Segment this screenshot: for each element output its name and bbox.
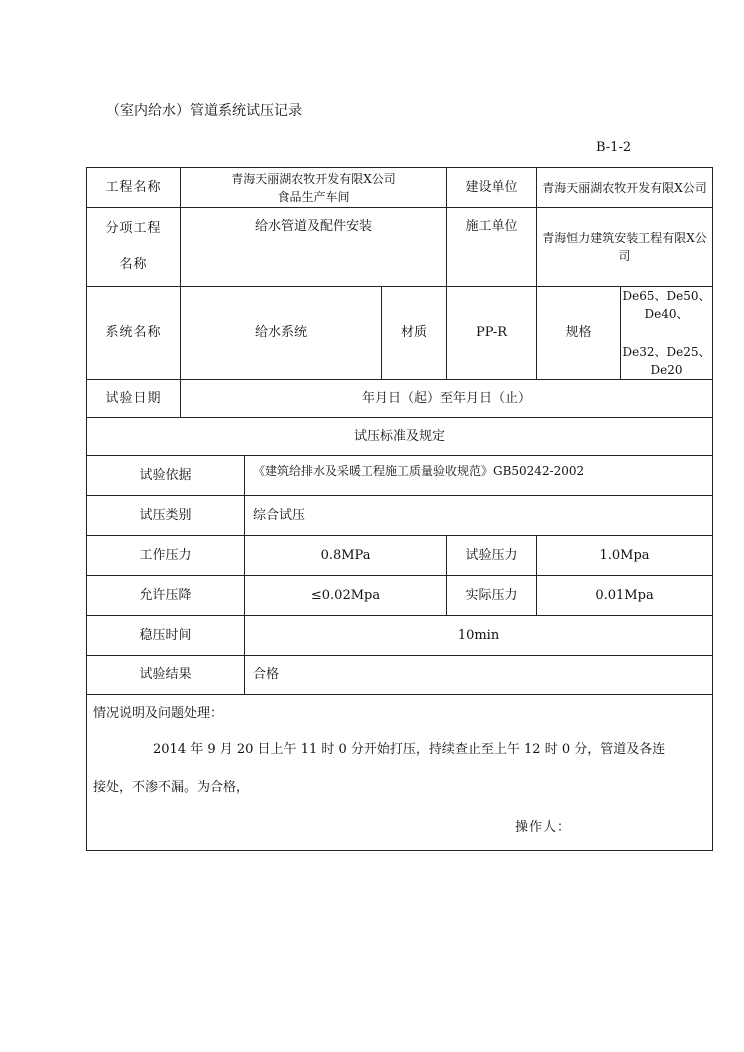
spec-label: 规格: [537, 287, 621, 380]
row-project: [87, 168, 713, 208]
row-result: [87, 656, 713, 695]
test-pressure-value: 1.0Mpa: [537, 536, 713, 576]
result-value: 合格: [245, 656, 713, 695]
contractor-label: 施工单位: [447, 208, 537, 287]
project-label: 工程名称: [87, 168, 181, 208]
row-hold-time: [87, 616, 713, 656]
system-label: 系统名称: [87, 287, 181, 380]
row-notes: [87, 695, 713, 851]
operator-label: 操作人：: [515, 820, 572, 835]
work-pressure-label: 工作压力: [87, 536, 245, 576]
hold-time-value: 10min: [245, 616, 713, 656]
document-title: （室内给水）管道系统试压记录: [106, 103, 302, 119]
row-drop: [87, 576, 713, 616]
actual-pressure-value: 0.01Mpa: [537, 576, 713, 616]
contractor-value: 青海恒力建筑安装工程有限X公司: [537, 208, 713, 287]
spec-value-line-2: De32、De25、De20: [622, 345, 711, 377]
basis-value: 《建筑给排水及采暖工程施工质量验收规范》GB50242-2002: [245, 456, 713, 496]
notes-heading: 情况说明及问题处理：: [93, 706, 224, 721]
spec-value: [621, 287, 713, 380]
allowed-drop-value: ≤0.02Mpa: [245, 576, 447, 616]
row-system: [87, 287, 713, 380]
row-date: [87, 380, 713, 418]
row-type: [87, 496, 713, 536]
subproject-label-line-2: 名称: [119, 257, 148, 272]
hold-time-label: 稳压时间: [87, 616, 245, 656]
project-value-line-1: 青海天丽湖农牧开发有限X公司: [231, 171, 396, 186]
material-value: PP-R: [447, 287, 537, 380]
project-value-line-2: 食品生产车间: [277, 189, 350, 204]
material-label: 材质: [382, 287, 447, 380]
system-value: 给水系统: [181, 287, 382, 380]
allowed-drop-label: 允许压降: [87, 576, 245, 616]
row-pressure: [87, 536, 713, 576]
basis-label: 试验依据: [87, 456, 245, 496]
subproject-value: 给水管道及配件安装: [181, 208, 447, 287]
actual-pressure-label: 实际压力: [447, 576, 537, 616]
test-pressure-label: 试验压力: [447, 536, 537, 576]
type-value: 综合试压: [245, 496, 713, 536]
standard-header: 试压标准及规定: [87, 418, 713, 456]
notes-cell: [87, 695, 713, 851]
notes-line-1: 2014 年 9 月 20 日上午 11 时 0 分开始打压，持续查止至上午 12 时 0 分，管道及各连: [153, 742, 666, 757]
date-label: 试验日期: [87, 380, 181, 418]
form-code: B-1-2: [596, 140, 632, 155]
date-value: 年月日（起）至年月日（止）: [181, 380, 713, 418]
builder-label: 建设单位: [447, 168, 537, 208]
notes-line-2: 接处，不渗不漏。为合格，: [93, 780, 250, 795]
subproject-label: [87, 208, 181, 287]
row-basis: [87, 456, 713, 496]
subproject-label-line-1: 分项工程: [105, 221, 162, 236]
row-standard-header: [87, 418, 713, 456]
spec-value-line-1: De65、De50、De40、: [622, 289, 711, 321]
project-value: [181, 168, 447, 208]
work-pressure-value: 0.8MPa: [245, 536, 447, 576]
type-label: 试压类别: [87, 496, 245, 536]
result-label: 试验结果: [87, 656, 245, 695]
builder-value: 青海天丽湖农牧开发有限X公司: [537, 168, 713, 208]
pressure-test-record-table: [86, 167, 713, 851]
row-subproject: [87, 208, 713, 287]
